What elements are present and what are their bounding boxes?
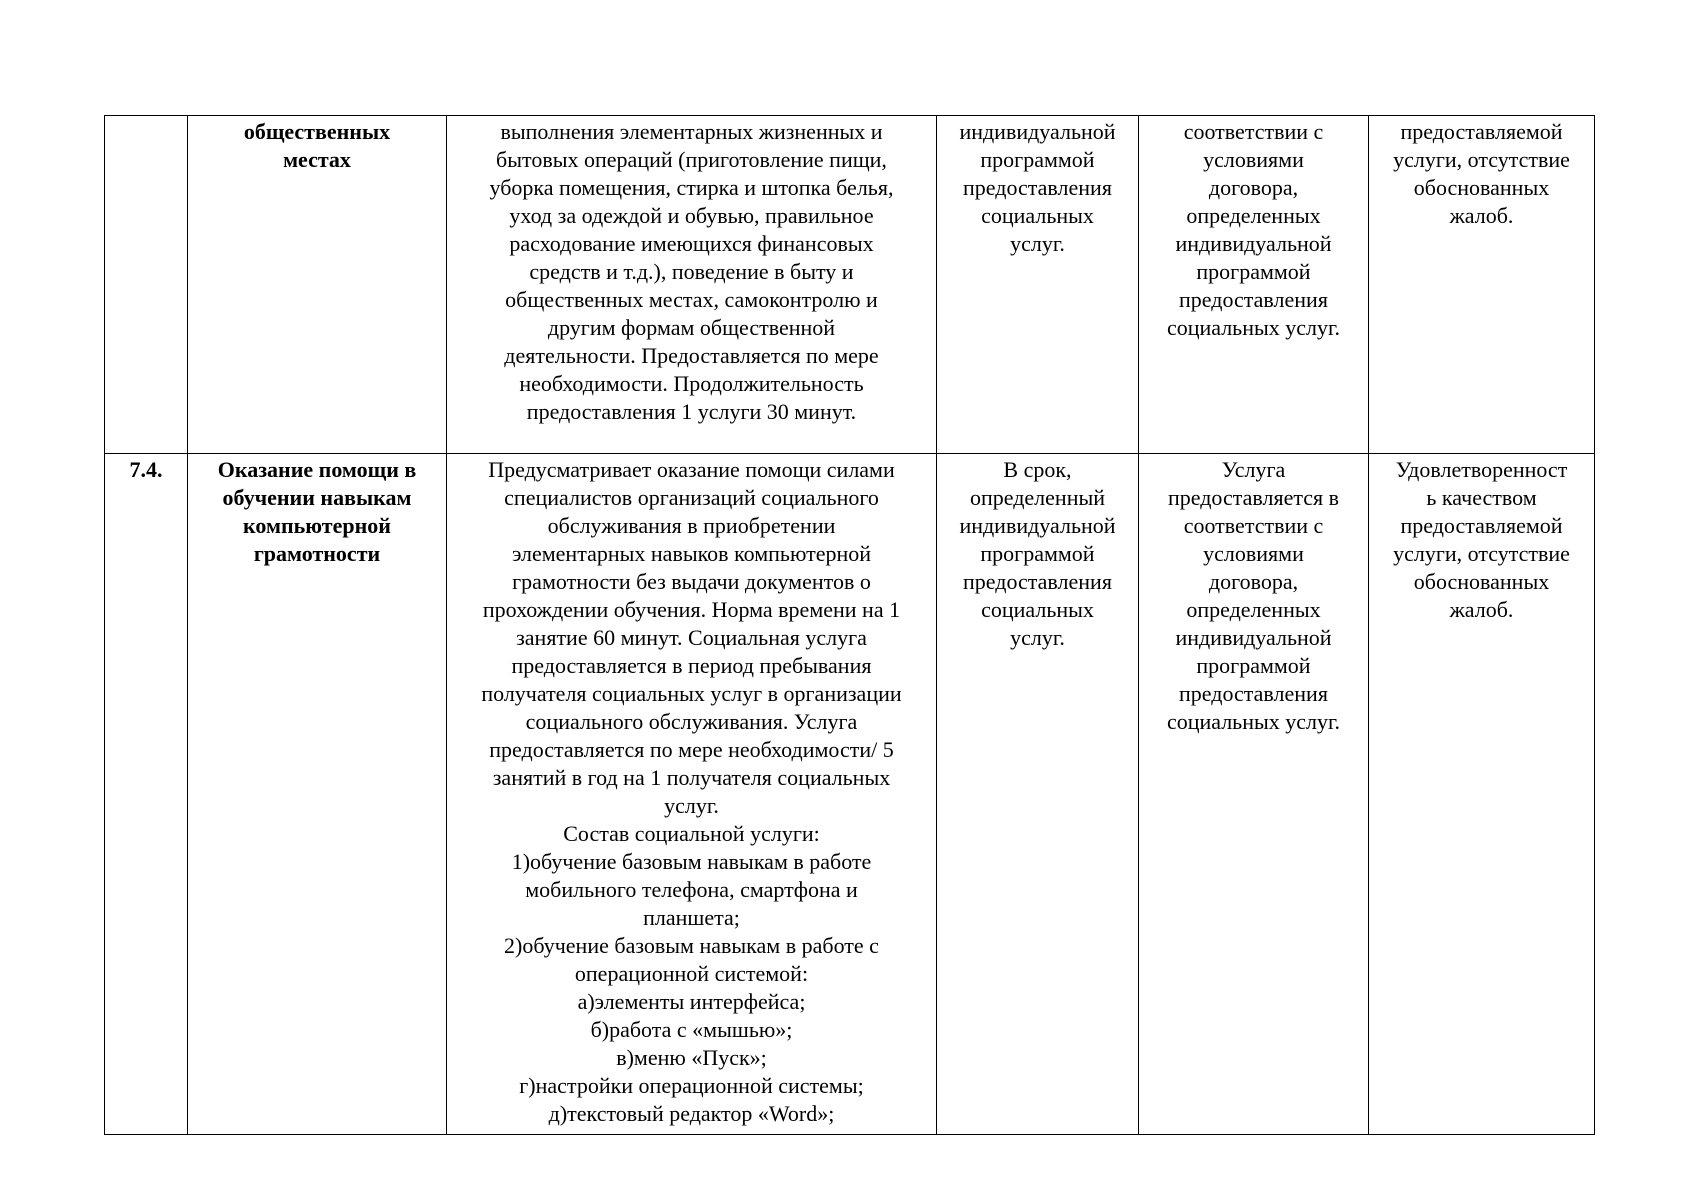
text-line: занятие 60 минут. Социальная услуга xyxy=(516,625,867,650)
service-title-cell xyxy=(188,454,447,1135)
text-line: элементарных навыков компьютерной xyxy=(511,541,872,566)
service-conditions-cell xyxy=(1139,454,1369,1135)
text-line: определенный xyxy=(969,485,1106,510)
text-line: необходимости. Продолжительность xyxy=(519,371,864,396)
text-line: жалоб. xyxy=(1449,203,1514,228)
text-line: предоставляемой xyxy=(1400,513,1563,538)
text-line: индивидуальной xyxy=(1175,231,1332,256)
table-row xyxy=(105,116,1595,454)
text-line: соответствии с xyxy=(1183,119,1324,144)
text-line: услуг. xyxy=(664,793,719,818)
text-line: социальных xyxy=(981,203,1094,228)
text-line: занятий в год на 1 получателя социальных xyxy=(492,765,891,790)
row-number: 7.4. xyxy=(129,457,163,482)
text-line: социальных услуг. xyxy=(1166,315,1341,340)
text-line: обслуживания в приобретении xyxy=(547,513,836,538)
text-line: в)меню «Пуск»; xyxy=(616,1045,767,1070)
text-line: специалистов организаций социального xyxy=(504,485,879,510)
text-line: а)элементы интерфейса; xyxy=(577,989,806,1014)
service-quality-cell xyxy=(1369,116,1595,454)
text-line: получателя социальных услуг в организации xyxy=(481,681,902,706)
text-line: грамотности xyxy=(253,541,381,566)
text-line: договора, xyxy=(1208,569,1299,594)
text-line: В срок, xyxy=(1003,457,1072,482)
text-line: 2)обучение базовым навыкам в работе с xyxy=(504,933,879,958)
row-number-cell xyxy=(105,116,188,454)
text-line: социального обслуживания. Услуга xyxy=(525,709,858,734)
text-line: Удовлетворенност xyxy=(1395,457,1568,482)
text-line: индивидуальной xyxy=(959,119,1116,144)
text-line: выполнения элементарных жизненных и xyxy=(500,119,883,144)
text-line: социальных xyxy=(981,597,1094,622)
text-line: б)работа с «мышью»; xyxy=(590,1017,793,1042)
services-table xyxy=(104,115,1595,1135)
text-line: услуги, отсутствие xyxy=(1393,541,1570,566)
text-line: индивидуальной xyxy=(1175,625,1332,650)
text-line: условиями xyxy=(1203,147,1304,172)
text-line: бытовых операций (приготовление пищи, xyxy=(496,147,887,172)
text-line: предоставления xyxy=(963,175,1112,200)
text-line: предоставления 1 услуги 30 минут. xyxy=(526,399,857,424)
text-line: ь качеством xyxy=(1426,485,1537,510)
text-line: программой xyxy=(1196,259,1311,284)
service-description-cell xyxy=(447,116,937,454)
service-term-cell xyxy=(937,116,1139,454)
text-line: г)настройки операционной системы; xyxy=(519,1073,864,1098)
text-line: 1)обучение базовым навыкам в работе xyxy=(511,849,872,874)
text-line: соответствии с xyxy=(1183,513,1324,538)
service-quality-cell xyxy=(1369,454,1595,1135)
row-number-cell xyxy=(105,454,188,1135)
service-conditions-cell xyxy=(1139,116,1369,454)
text-line: услуг. xyxy=(1010,231,1065,256)
text-line: программой xyxy=(980,147,1095,172)
text-line: обоснованных xyxy=(1413,175,1550,200)
text-line: операционной системой: xyxy=(574,961,809,986)
text-line: определенных xyxy=(1186,203,1321,228)
text-line: программой xyxy=(1196,653,1311,678)
text-line: общественных местах, самоконтролю и xyxy=(505,287,878,312)
text-line: д)текстовый редактор «Word»; xyxy=(548,1101,835,1126)
text-line: прохождении обучения. Норма времени на 1 xyxy=(482,597,901,622)
text-line: Оказание помощи в xyxy=(217,457,417,482)
table-row xyxy=(105,454,1595,1135)
text-line: предоставляемой xyxy=(1400,119,1563,144)
text-line: Предусматривает оказание помощи силами xyxy=(488,457,895,482)
text-line: условиями xyxy=(1203,541,1304,566)
text-line: грамотности без выдачи документов о xyxy=(512,569,871,594)
text-line: услуги, отсутствие xyxy=(1393,147,1570,172)
text-line: средств и т.д.), поведение в быту и xyxy=(529,259,854,284)
text-line: обучении навыкам xyxy=(222,485,412,510)
text-line: предоставления xyxy=(1179,287,1328,312)
text-line: планшета; xyxy=(643,905,740,930)
text-line: жалоб. xyxy=(1449,597,1514,622)
text-line: Состав социальной услуги: xyxy=(563,821,820,846)
service-title-cell xyxy=(188,116,447,454)
service-term-cell xyxy=(937,454,1139,1135)
text-line: предоставления xyxy=(963,569,1112,594)
text-line: индивидуальной xyxy=(959,513,1116,538)
text-line: предоставляется в xyxy=(1167,485,1339,510)
text-line: компьютерной xyxy=(243,513,391,538)
text-line: услуг. xyxy=(1010,625,1065,650)
text-line: программой xyxy=(980,541,1095,566)
text-line: общественных xyxy=(243,119,391,144)
text-line: Услуга xyxy=(1221,457,1286,482)
text-line: расходование имеющихся финансовых xyxy=(509,231,874,256)
text-line: местах xyxy=(283,147,351,172)
text-line: уход за одеждой и обувью, правильное xyxy=(509,203,874,228)
service-description-cell xyxy=(447,454,937,1135)
text-line: уборка помещения, стирка и штопка белья, xyxy=(489,175,894,200)
text-line: обоснованных xyxy=(1413,569,1550,594)
text-line: мобильного телефона, смартфона и xyxy=(525,877,858,902)
text-line: предоставляется в период пребывания xyxy=(511,653,872,678)
text-line: социальных услуг. xyxy=(1166,709,1341,734)
text-line: предоставляется по мере необходимости/ 5 xyxy=(489,737,894,762)
text-line: договора, xyxy=(1208,175,1299,200)
text-line: другим формам общественной xyxy=(547,315,836,340)
text-line: предоставления xyxy=(1179,681,1328,706)
text-line: деятельности. Предоставляется по мере xyxy=(504,343,879,368)
text-line: определенных xyxy=(1186,597,1321,622)
